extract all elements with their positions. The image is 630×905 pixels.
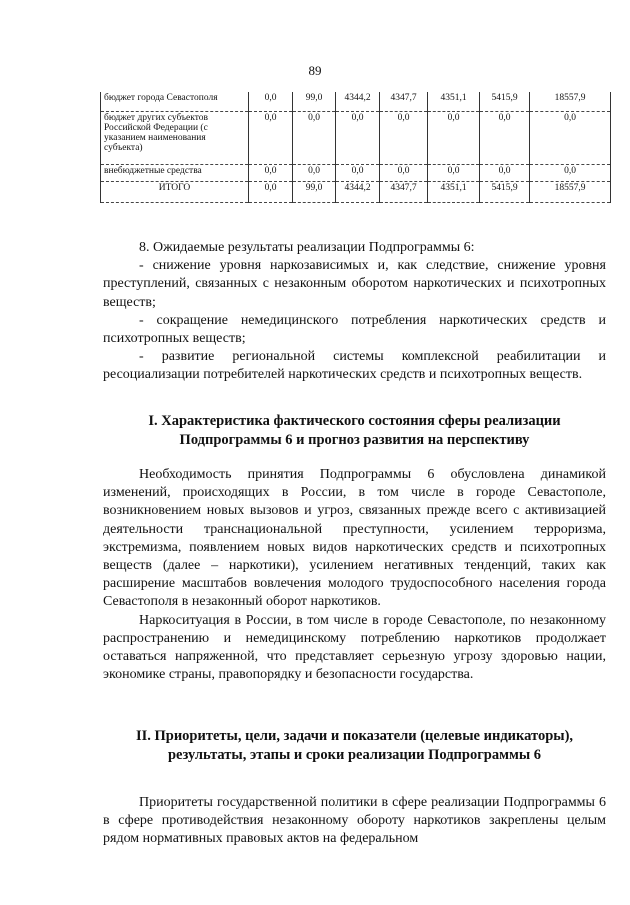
table-cell: 4344,2 — [336, 182, 380, 203]
table-cell: 18557,9 — [530, 92, 611, 112]
table-cell: 0,0 — [428, 112, 480, 165]
page-number: 89 — [308, 63, 322, 78]
table-row — [101, 165, 611, 182]
table-cell: 0,0 — [530, 165, 611, 182]
table-cell: 0,0 — [530, 112, 611, 165]
results-lead: 8. Ожидаемые результаты реализации Подпрограммы 6: — [139, 240, 475, 255]
table-cell: 5415,9 — [480, 92, 530, 112]
table-cell: 0,0 — [428, 165, 480, 182]
table-cell: 0,0 — [293, 165, 336, 182]
section-2-body — [103, 794, 606, 849]
results-item: - сокращение немедицинского потребления наркотических средств и психотропных веществ; — [103, 312, 606, 347]
expected-results — [103, 239, 606, 385]
table-cell: 4351,1 — [428, 182, 480, 203]
table-row-total — [101, 182, 611, 203]
paragraph: Наркоситуация в России, в том числе в городе Севастополе, по незаконному распространению и немедицинскому потреблению наркотиков продолжает оставаться напряженной, что представляет серьезную угрозу здоровью нации, экономике страны, правопорядку и безопасности государства. — [103, 612, 606, 683]
table-cell: 0,0 — [336, 165, 380, 182]
row-label: бюджет других субъектов Российской Федерации (с указанием наименования субъекта) — [101, 112, 249, 165]
row-label: внебюджетные средства — [101, 165, 249, 182]
results-item: - развитие региональной системы комплексной реабилитации и ресоциализации потребителей наркотических средств и психотропных веществ. — [103, 349, 606, 383]
budget-table — [100, 92, 611, 203]
table-cell: 4351,1 — [428, 92, 480, 112]
results-item: - снижение уровня наркозависимых и, как следствие, снижение уровня преступлений, связанных с незаконным оборотом наркотических и психотропных веществ; — [103, 258, 606, 310]
section-heading-1: I. Характеристика фактического состояния сферы реализации Подпрограммы 6 и прогноз развития на перспективу — [148, 413, 561, 448]
table-row — [101, 92, 611, 112]
table-cell: 99,0 — [293, 92, 336, 112]
table-cell: 18557,9 — [530, 182, 611, 203]
row-label: бюджет города Севастополя — [101, 92, 249, 112]
table-cell: 5415,9 — [480, 182, 530, 203]
table-cell: 0,0 — [480, 165, 530, 182]
paragraph: Приоритеты государственной политики в сфере реализации Подпрограммы 6 в сфере противодействия незаконному обороту наркотиков закреплены целым рядом нормативных правовых актов на федеральном — [103, 795, 606, 847]
paragraph: Необходимость принятия Подпрограммы 6 обусловлена динамикой изменений, происходящих в России, в том числе в городе Севастополе, возникновением новых вызовов и угроз, связанных прежде всего с активизацией деятельности транснациональной преступности, усилением терроризма, экстремизма, появлением новых видов наркотических средств и психотропных веществ (далее – наркотики), усилением негативных тенденций, таких как расширение масштабов вовлечения молодого трудоспособного населения города Севастополя в незаконный оборот наркотиков. — [103, 467, 606, 610]
table-cell: 0,0 — [249, 182, 293, 203]
table-cell: 0,0 — [249, 112, 293, 165]
table-cell: 0,0 — [480, 112, 530, 165]
table-cell: 4344,2 — [336, 92, 380, 112]
table-row — [101, 112, 611, 165]
table-cell: 0,0 — [249, 165, 293, 182]
table-cell: 0,0 — [380, 165, 428, 182]
row-label: ИТОГО — [101, 182, 249, 203]
section-1-body — [103, 466, 606, 684]
table-cell: 4347,7 — [380, 182, 428, 203]
table-cell: 0,0 — [380, 112, 428, 165]
table-cell: 0,0 — [249, 92, 293, 112]
table-cell: 4347,7 — [380, 92, 428, 112]
section-heading-2: II. Приоритеты, цели, задачи и показатели (целевые индикаторы), результаты, этапы и сроки реализации Подпрограммы 6 — [135, 728, 574, 763]
table-cell: 0,0 — [293, 112, 336, 165]
table-cell: 0,0 — [336, 112, 380, 165]
table-cell: 99,0 — [293, 182, 336, 203]
